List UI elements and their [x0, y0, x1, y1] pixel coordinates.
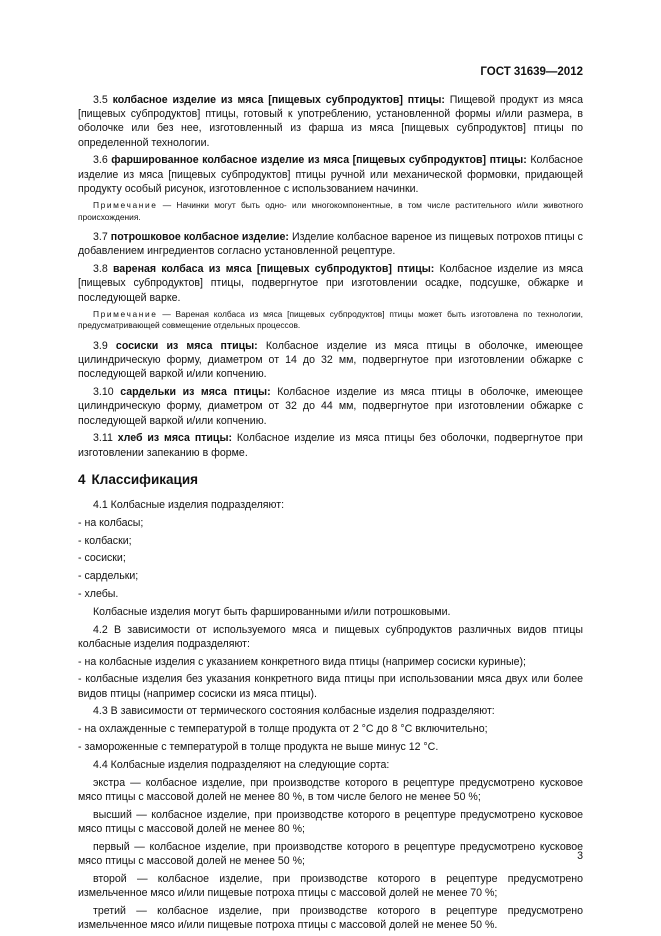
definition-number: 3.11 — [93, 432, 113, 445]
list-item: - хлебы. — [78, 588, 119, 600]
grade-second: второй — колбасное изделие, при производстве которого в рецептуре предусмотрено измельченное мясо и/или пищевые потроха птицы с массовой долей не менее 70 %; — [78, 872, 583, 899]
grade-third: третий — колбасное изделие, при производстве которого в рецептуре предусмотрено измельченное мясо и/или пищевые потроха птицы с массовой долей не менее 50 %. — [78, 904, 583, 931]
definition-number: 3.6 — [93, 154, 108, 167]
definition-text: Колбасное изделие из мяса птицы в оболочке, имеющее цилиндрическую форму, диаметром от 14 до 32 мм, подвергнутое при изготовлении обжарке с последующей варкой и/или копчению. — [78, 340, 583, 381]
definition-3-9 — [78, 339, 583, 382]
definition-term: потрошковое колбасное изделие: — [110, 231, 289, 244]
grade-highest: высший — колбасное изделие, при производстве которого в рецептуре предусмотрено кусковое мясо птицы с массовой долей не менее 80 %; — [78, 808, 583, 835]
definition-term: колбасное изделие из мяса [пищевых субпродуктов] птицы: — [112, 94, 445, 106]
definition-term: сосиски из мяса птицы: — [115, 340, 258, 352]
note-text: — Вареная колбаса из мяса [пищевых субпродуктов] птицы может быть изготовлена по технологии, предусматривающей совмещение отдельных процессов. — [78, 308, 583, 331]
list-item: - на охлажденные с температурой в толще продукта от 2 °С до 8 °С включительно; — [78, 723, 488, 736]
clause-4-4: 4.4 Колбасные изделия подразделяют на следующие сорта: — [93, 758, 390, 771]
definition-number: 3.10 — [93, 386, 114, 399]
list-item: - колбаски; — [78, 534, 132, 547]
section-title: Классификация — [91, 471, 199, 487]
list-item: - сосиски; — [78, 552, 126, 565]
definition-term: хлеб из мяса птицы: — [117, 432, 233, 445]
definition-text: Колбасное изделие из мяса птицы без оболочки, подвергнутое при изготовлении запеканию в форме. — [78, 432, 583, 459]
list-item: - колбасные изделия без указания конкретного вида птицы при использовании мяса двух или более видов птицы (например сосиски из мяса птицы). — [78, 673, 583, 700]
definition-3-8 — [78, 262, 583, 305]
definition-term: вареная колбаса из мяса [пищевых субпродуктов] птицы: — [112, 263, 435, 276]
grade-first: первый — колбасное изделие, при производстве которого в рецептуре предусмотрено кусковое мясо птицы с массовой долей не менее 50 %; — [78, 840, 583, 867]
section-heading — [78, 473, 583, 487]
note-label: Примечание — [93, 308, 158, 319]
page-number: 3 — [577, 850, 583, 862]
definition-3-5 — [78, 93, 583, 150]
definition-3-6 — [78, 153, 583, 196]
definition-text: Колбасное изделие из мяса [пищевых субпродуктов] птицы, подвергнутое при изготовлении осадке, подсушке, обжарке и последующей варке. — [78, 263, 583, 304]
list-item: - сардельки; — [78, 570, 139, 583]
list-item: - на колбасы; — [78, 516, 144, 529]
definition-text: Пищевой продукт из мяса [пищевых субпродуктов] птицы, готовый к употреблению, установленной формы и/или размера, в оболочке или без нее, изготовленный из фарша из мяса [пищевых субпродуктов] птицы по определенной технологии. — [78, 94, 583, 149]
definition-number: 3.8 — [93, 263, 108, 276]
note-2 — [78, 309, 583, 332]
clause-4-1-note: Колбасные изделия могут быть фаршированными и/или потрошковыми. — [93, 605, 451, 618]
list-item: - на колбасные изделия с указанием конкретного вида птицы (например сосиски куриные); — [78, 655, 526, 668]
list-item: - замороженные с температурой в толще продукта не выше минус 12 °С. — [78, 740, 439, 753]
definition-number: 3.5 — [93, 94, 108, 106]
definition-term: фаршированное колбасное изделие из мяса [пищевых субпродуктов] птицы: — [111, 154, 527, 167]
clause-4-3: 4.3 В зависимости от термического состояния колбасные изделия подразделяют: — [93, 705, 495, 718]
note-label: Примечание — [93, 200, 158, 211]
note-1 — [78, 200, 583, 223]
definition-text: Колбасное изделие из мяса птицы в оболочке, имеющее цилиндрическую форму, диаметром от 32 до 44 мм, подвергнутое при изготовлении обжарке с последующей варкой и/или копчению. — [78, 386, 583, 427]
section-number: 4 — [78, 471, 86, 487]
standard-number: ГОСТ 31639—2012 — [480, 66, 583, 78]
definition-text: Колбасное изделие из мяса [пищевых субпродуктов] птицы ручной или механической формовки, придающей продукту особый рисунок, изготовленное с использованием начинки. — [78, 154, 583, 195]
page-content — [78, 93, 583, 936]
definition-3-11 — [78, 431, 583, 459]
clause-4-2: 4.2 В зависимости от используемого мяса и пищевых субпродуктов различных видов птицы колбасные изделия подразделяют: — [78, 623, 583, 650]
definition-3-7 — [78, 230, 583, 258]
definition-number: 3.7 — [93, 231, 108, 244]
clause-4-1: 4.1 Колбасные изделия подразделяют: — [93, 499, 285, 512]
definition-term: сардельки из мяса птицы: — [120, 386, 271, 399]
definition-3-10 — [78, 385, 583, 428]
definition-number: 3.9 — [93, 340, 108, 352]
grade-extra: экстра — колбасное изделие, при производстве которого в рецептуре предусмотрено кусковое мясо птицы с массовой долей не менее 80 %, в том числе белого не менее 50 %; — [78, 776, 583, 803]
definition-text: Изделие колбасное вареное из пищевых потрохов птицы с добавлением ингредиентов согласно установленной рецептуре. — [78, 231, 583, 258]
note-text: — Начинки могут быть одно- или многокомпонентные, в том числе растительного и/или животного происхождения. — [78, 200, 584, 222]
